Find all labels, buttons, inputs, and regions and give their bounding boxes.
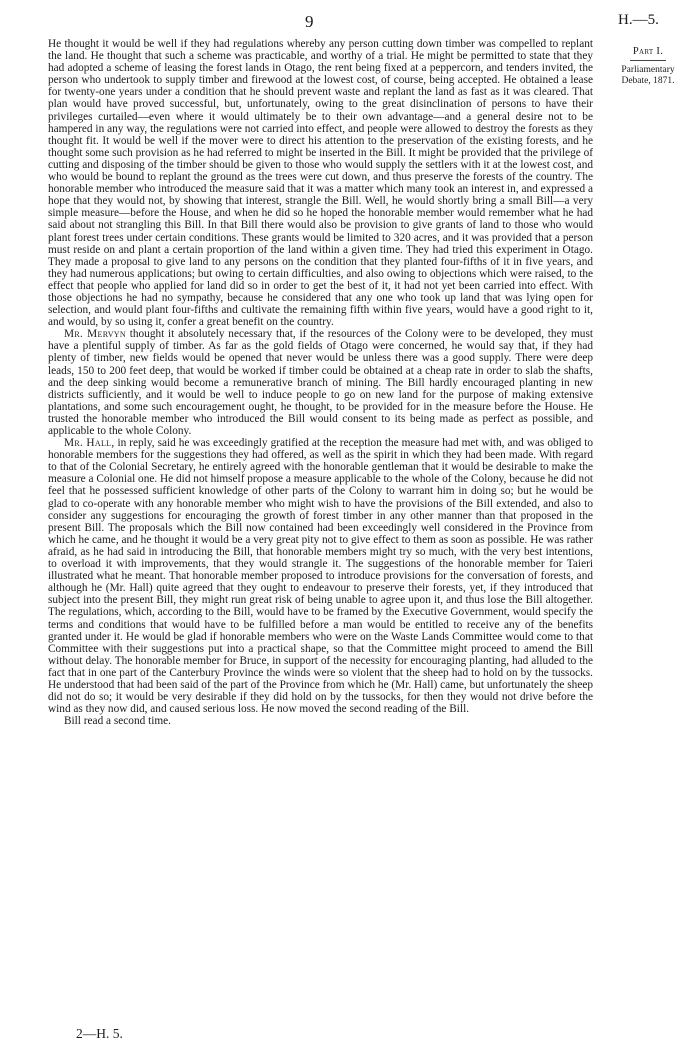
paragraph-1 bbox=[48, 38, 593, 328]
paragraph-text: He thought it would be well if they had regulations whereby any person cutting down timber was compelled to replant the land. He thought that such a scheme was practicable, and worthy of a trial. He might be permitted to state that they had adopted a scheme of leasing the forest lands in Otago, the rent being fixed at a peppercorn, and tenders invited, the person who undertook to supply timber and firewood at the lowest cost, of course, being accepted. He obtained a lease for twenty-one years under a condition that he should prevent waste and replant the land as fast as it was cleared. That plan would have proved successful, but, unfortunately, owing to the great disinclination of persons to have their privileges curtailed—even where it would ultimately be to their own advantage—and a general desire not to be hampered in any way, the regulations were not carried into effect, and people were allowed to destroy the forests as they thought fit. It would be well if the mover were to direct his attention to the preservation of the existing forests, and he thought some such provision as he had referred to might be inserted in the Bill. It might be provided that the privilege of cutting and disposing of the timber should be given to those who would supply the settlers with it at the lowest cost, and who would be bound to replant the ground as the trees were cut down, and thus preserve the forests of the country. The honorable member who introduced the measure said that it was a matter which many took an interest in, and expressed a hope that they would not, by showing that interest, strangle the Bill. Well, he would shortly bring a small Bill—a very simple measure—before the House, and when he did so he hoped the honorable member would remember what he had said about not strangling this Bill. In that Bill there would also be provision to give grants of land to those who would plant forest trees under certain conditions. These grants would be limited to 320 acres, and it was provided that a person must reside on and plant a certain proportion of the land within a given time. They had tried this experiment in Otago. They made a proposal to give land to any persons on the condition that they planted four-fifths of it in five years, and they had numerous applications; but owing to certain difficulties, and also owing to objections which were raised, to the effect that people who applied for land did so in order to get the best of it, it had not yet been carried into effect. With those objections he had no sympathy, because he considered that any one who took up land that was lying open for selection, and would plant four-fifths and cultivate the remaining fifth within five years, would have a good right to it, and would, by so using it, confer a great benefit on the country. bbox=[48, 38, 593, 329]
paragraph-text: thought it absolutely necessary that, if the resources of the Colony were to be developed, they must have a plentiful supply of timber. As far as the gold fields of Otago were concerned, he would say that, if they had plenty of timber, new fields would be opened that never would be unless there was a good supply. There were deep leads, 150 to 200 feet deep, that would be worked if timber could be obtained at a cheap rate in order to slab the shafts, and the deep sinking would become a remunerative branch of mining. The Bill hardly encouraged planting in new districts sufficiently, and it would be well to induce people to go on new land for the purpose of making extensive plantations, and some such encouragement ought, he thought, to be provided for in the measure before the House. He trusted the honorable member who introduced the Bill would consent to its being made as perfect as possible, and applicable to the whole Colony. bbox=[48, 328, 593, 437]
margin-divider bbox=[630, 60, 666, 61]
margin-note bbox=[606, 46, 690, 87]
margin-part-label: Part I. bbox=[632, 46, 664, 57]
paragraph-text: Bill read a second time. bbox=[64, 715, 171, 728]
debate-text bbox=[48, 38, 593, 727]
paragraph-4 bbox=[48, 715, 593, 727]
paragraph-2 bbox=[48, 328, 593, 437]
signature-mark: 2—H. 5. bbox=[76, 1026, 123, 1041]
paragraph-text: in reply, said he was exceedingly gratified at the reception the measure had met with, and was obliged to honorable members for the suggestions they had offered, as well as the spirit in which they had been made. With regard to that of the Colonial Secretary, he entirely agreed with the honorable gentleman that it would be desirable to make the measure a Colonial one. He did not himself propose a measure applicable to the whole of the Colony, because he did not feel that he possessed sufficient knowledge of other parts of the Colony to warrant him in doing so; but he would be glad to co-operate with any honorable member who might wish to have the provisions of the Bill extended, and also to consider any suggestions for encouraging the growth of forest timber in any other manner than that proposed in the present Bill. The proposals which the Bill now contained had been exceedingly well considered in the Province from which he came, and he thought it would be a very great pity not to give effect to them as soon as possible. He was rather afraid, as he had said in introducing the Bill, that honorable members might try so much, with the very best intentions, to overload it with improvements, that they would strangle it. The suggestions of the honorable member for Taieri illustrated what he meant. That honorable member proposed to introduce provisions for the conversation of forests, and although he (Mr. Hall) quite agreed that they ought to endeavour to preserve their forests, yet, if they introduced that subject into the present Bill, they might run great risk of being unable to agree upon it, and thus lose the Bill altogether. The regulations, which, according to the Bill, would have to be framed by the Executive Government, would specify the terms and conditions that would have to be fulfilled before a man would be entitled to receive any of the benefits granted under it. He would be glad if honorable members who were on the Waste Lands Committee would come to that Committee with their suggestions put into a practical shape, so that the Committee might proceed to amend the Bill without delay. The honorable member for Bruce, in support of the necessity for encouraging planting, had alluded to the fact that in one part of the Canterbury Province the winds were so violent that the sheep had to hold on by the tussocks. He understood that had been said of the part of the Province from which he (Mr. Hall) came, but unfortunately the sheep did not do so; it would be very desirable if they did hold on by the tussocks, for then they would not drive before the wind as they now did, and caused serious loss. He now moved the second reading of the Bill. bbox=[48, 437, 594, 716]
margin-note-text: Parliamentary Debate, 1871. bbox=[621, 65, 675, 86]
speaker-name: Mr. Hall, bbox=[64, 437, 115, 450]
paper-reference: H.—5. bbox=[618, 12, 659, 28]
page-number: 9 bbox=[305, 12, 314, 31]
speaker-name: Mr. Mervyn bbox=[64, 328, 126, 341]
paragraph-3 bbox=[48, 437, 593, 715]
